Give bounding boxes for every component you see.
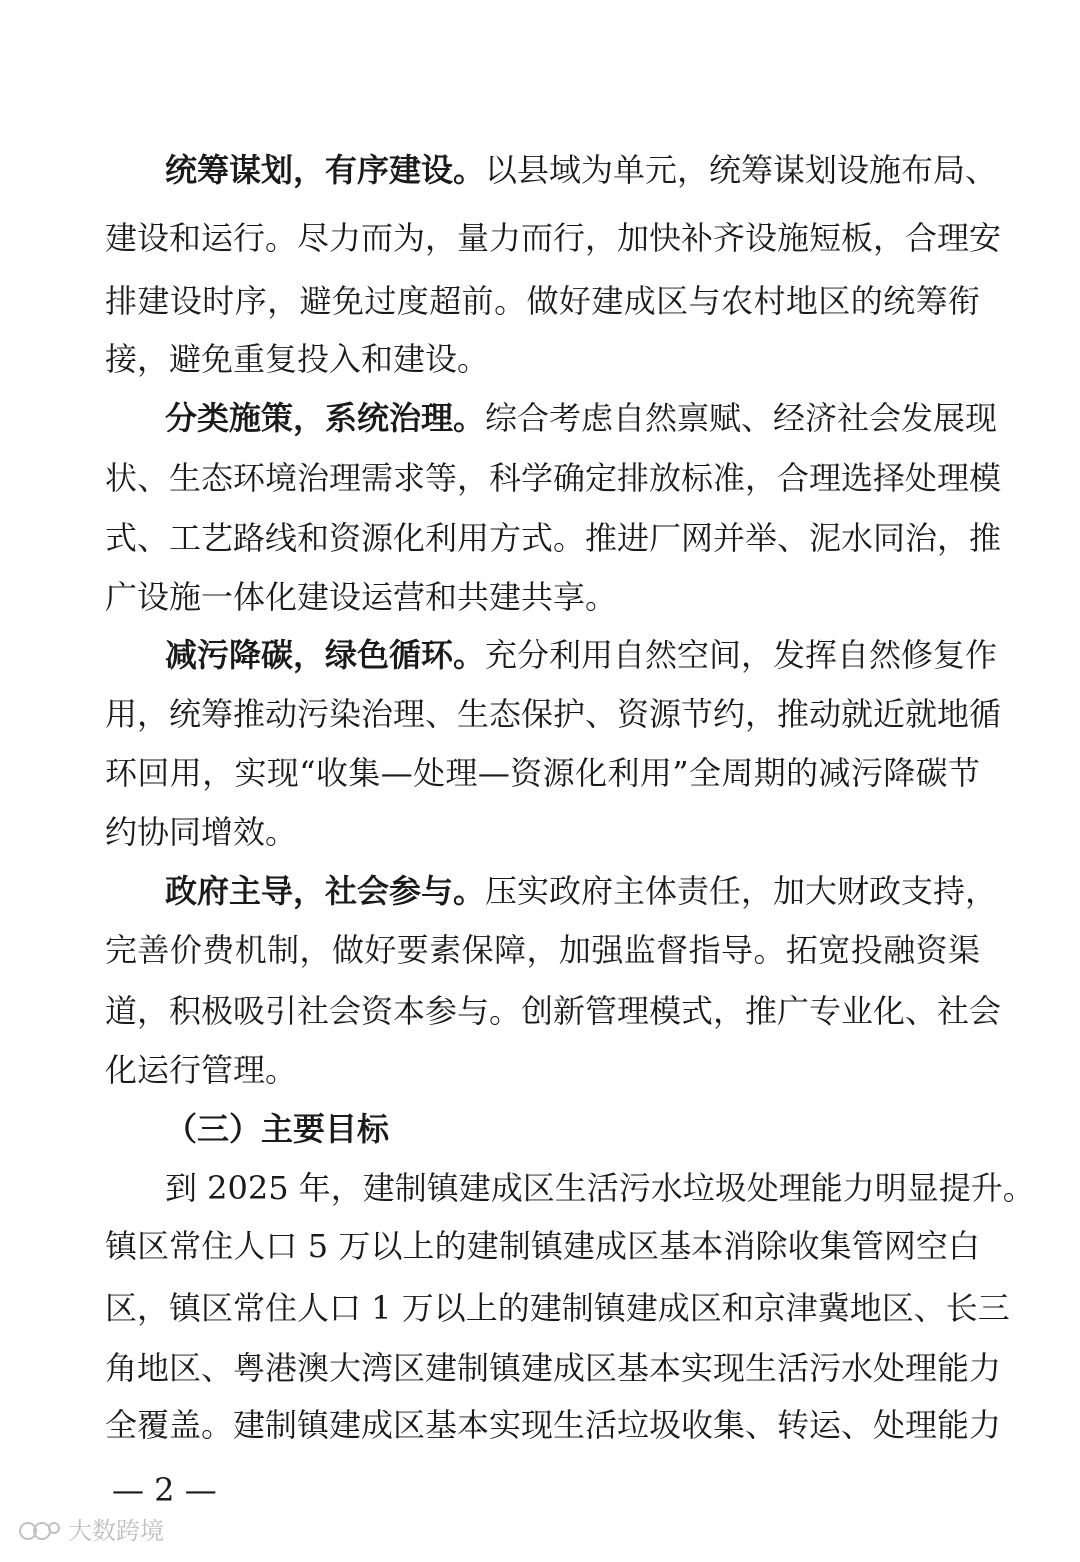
paragraph-3-line-1: 减污降碳，绿色循环。充分利用自然空间，发挥自然修复作 <box>165 636 998 674</box>
paragraph-2-line-3: 式、工艺路线和资源化利用方式。推进厂网并举、泥水同治，推 <box>105 519 1002 557</box>
page-number: — 2 — <box>112 1471 217 1509</box>
paragraph-3-line-3: 环回用，实现“收集—处理—资源化利用”全周期的减污降碳节 <box>105 754 980 792</box>
paragraph-2-heading: 分类施策，系统治理。 <box>165 399 486 437</box>
watermark-text: 大数跨境 <box>68 1517 164 1545</box>
paragraph-4-line-3: 道，积极吸引社会资本参与。创新管理模式，推广专业化、社会 <box>105 992 1002 1030</box>
section-heading: （三）主要目标 <box>165 1110 390 1148</box>
paragraph-4-line-4: 化运行管理。 <box>105 1051 298 1089</box>
paragraph-2-line-2: 状、生态环境治理需求等，科学确定排放标准，合理选择处理模 <box>105 459 1002 497</box>
paragraph-3-heading: 减污降碳，绿色循环。 <box>165 636 486 674</box>
watermark-logo-icon <box>18 1518 62 1544</box>
paragraph-3-line-2: 用，统筹推动污染治理、生态保护、资源节约，推动就近就地循 <box>105 695 1002 733</box>
goal-line-1: 到 2025 年，建制镇建成区生活污水垃圾处理能力明显提升。 <box>165 1169 1035 1207</box>
paragraph-2-line-1: 分类施策，系统治理。综合考虑自然禀赋、经济社会发展现 <box>165 399 998 437</box>
paragraph-4-heading: 政府主导，社会参与。 <box>165 872 486 910</box>
paragraph-3-line-4: 约协同增效。 <box>105 813 298 851</box>
paragraph-4-line-2: 完善价费机制，做好要素保障，加强监督指导。拓宽投融资渠 <box>105 931 980 969</box>
paragraph-2-line-4: 广设施一体化建设运营和共建共享。 <box>105 578 618 616</box>
paragraph-1-line-2: 建设和运行。尽力而为，量力而行，加快补齐设施短板，合理安 <box>105 219 1002 257</box>
paragraph-1-line-3: 排建设时序，避免过度超前。做好建成区与农村地区的统筹衔 <box>105 282 980 320</box>
goal-line-5: 全覆盖。建制镇建成区基本实现生活垃圾收集、转运、处理能力 <box>105 1406 1002 1444</box>
goal-line-4: 角地区、粤港澳大湾区建制镇建成区基本实现生活污水处理能力 <box>105 1349 1002 1387</box>
paragraph-1-heading: 统筹谋划，有序建设。 <box>165 151 486 189</box>
paragraph-1-line-1: 统筹谋划，有序建设。以县域为单元，统筹谋划设施布局、 <box>165 151 998 189</box>
watermark <box>18 1516 164 1546</box>
paragraph-4-line-1: 政府主导，社会参与。压实政府主体责任，加大财政支持， <box>165 872 998 910</box>
paragraph-1-line-4: 接，避免重复投入和建设。 <box>105 340 490 378</box>
goal-line-3: 区，镇区常住人口 1 万以上的建制镇建成区和京津冀地区、长三 <box>105 1289 1010 1327</box>
goal-line-2: 镇区常住人口 5 万以上的建制镇建成区基本消除收集管网空白 <box>105 1227 980 1265</box>
